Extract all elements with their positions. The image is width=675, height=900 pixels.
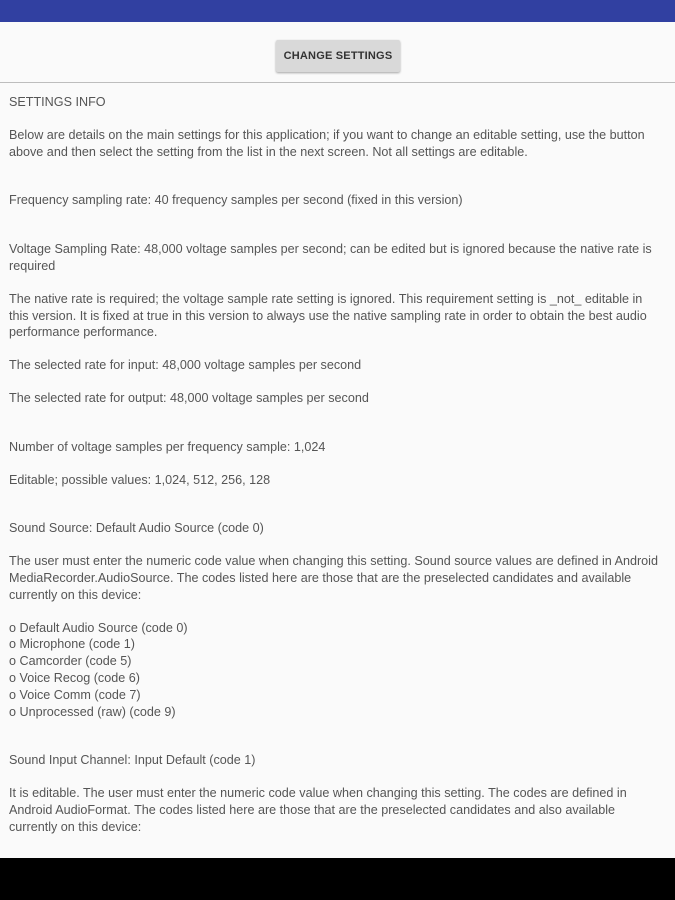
sound-source: Sound Source: Default Audio Source (code 0) xyxy=(9,521,264,536)
voltage-sampling-rate: Voltage Sampling Rate: 48,000 voltage samples per second; can be edited but is ignored because the native rate is required xyxy=(9,242,652,273)
list-item: o Default Audio Source (code 0) xyxy=(9,620,188,635)
sound-source-note: The user must enter the numeric code value when changing this setting. Sound source values are defined in Android MediaRecorder.AudioSource. The codes listed here are those that are the preselected candidates and available currently on this device: xyxy=(9,554,658,602)
settings-info-heading: SETTINGS INFO xyxy=(9,95,106,109)
settings-info-content[interactable] xyxy=(9,83,665,858)
list-item: o Camcorder (code 5) xyxy=(9,654,132,669)
frequency-sampling-rate: Frequency sampling rate: 40 frequency samples per second (fixed in this version) xyxy=(9,193,463,208)
list-item: o Voice Recog (code 6) xyxy=(9,670,140,685)
selected-input-rate: The selected rate for input: 48,000 voltage samples per second xyxy=(9,358,362,373)
samples-editable: Editable; possible values: 1,024, 512, 256, 128 xyxy=(9,472,271,487)
intro-text: Below are details on the main settings for this application; if you want to change an editable setting, use the button above and then select the setting from the list in the next screen. Not all settings are editable. xyxy=(9,127,645,159)
sound-source-options xyxy=(9,620,665,721)
native-rate-note: The native rate is required; the voltage sample rate setting is ignored. This requirement setting is _not_ editable in this version. It is fixed at true in this version to always use the native sampling rate in order to obtain the best audio performance performance. xyxy=(9,291,647,340)
change-settings-button[interactable]: CHANGE SETTINGS xyxy=(276,40,400,72)
sound-input-channel: Sound Input Channel: Input Default (code 1) xyxy=(9,753,256,768)
list-item: o Voice Comm (code 7) xyxy=(9,687,141,702)
navigation-bar xyxy=(0,858,675,900)
toolbar xyxy=(0,22,675,83)
list-item: o Unprocessed (raw) (code 9) xyxy=(9,704,176,719)
status-bar xyxy=(0,0,675,22)
sound-input-channel-note: It is editable. The user must enter the numeric code value when changing this setting. The codes are defined in Android AudioFormat. The codes listed here are those that are the preselected candidates and also available currently on this device: xyxy=(9,786,627,834)
samples-per-frequency: Number of voltage samples per frequency sample: 1,024 xyxy=(9,439,326,454)
list-item: o Microphone (code 1) xyxy=(9,637,136,652)
selected-output-rate: The selected rate for output: 48,000 voltage samples per second xyxy=(9,390,369,405)
